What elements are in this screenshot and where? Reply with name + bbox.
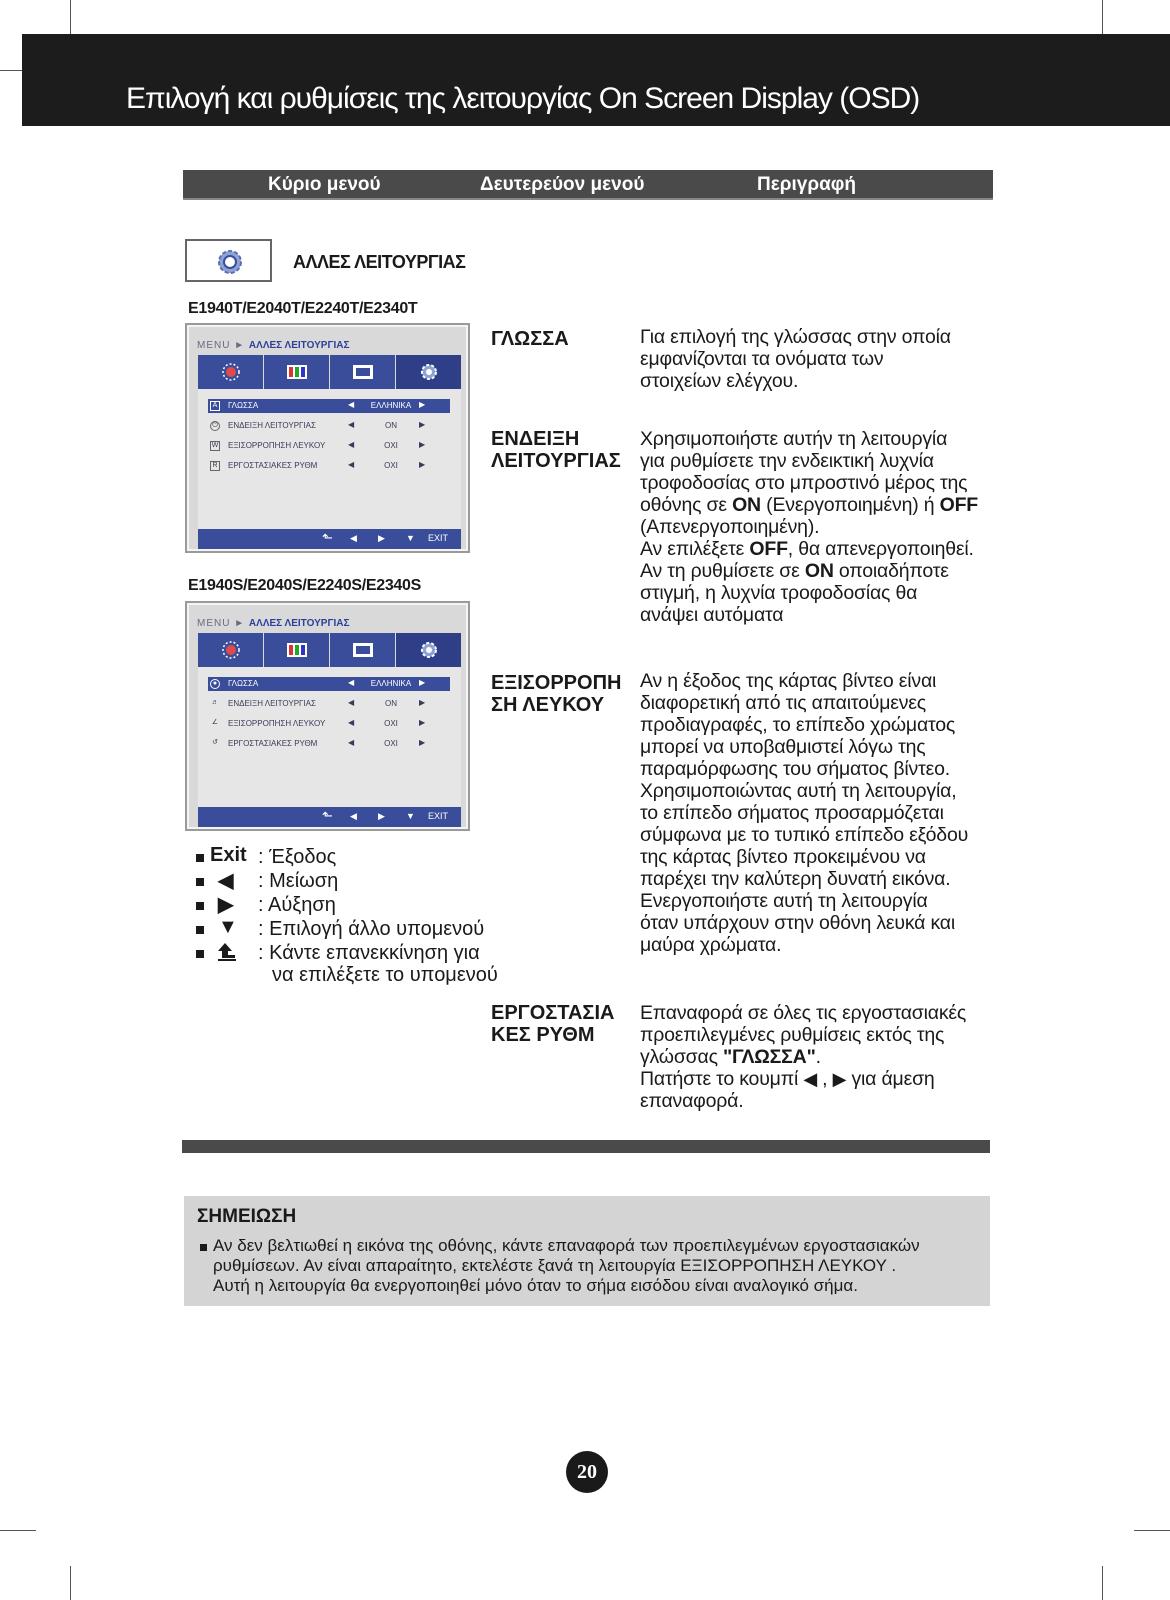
arrow-right-icon: ▶ [419,460,426,469]
osd-tabs [198,633,461,667]
arrow-right-icon: ▶ [419,698,426,707]
display-icon [330,355,396,389]
osd-bottom-bar [198,807,461,827]
reset-icon: ↺ [212,739,218,746]
crop-mark [1134,1530,1170,1531]
arrow-right-icon: ▶ [419,678,426,687]
power-icon: ⏻ [210,421,220,431]
color-bars-icon [264,633,330,667]
arrow-left-icon: ◀ [348,460,355,469]
column-sub-menu: Δευτερεύον μενού [480,174,645,195]
osd-row-factory-reset[interactable]: ↺ ΕΡΓΟΣΤΑΣΙΑΚΕΣ ΡΥΘΜ ◀ ΟΧΙ ▶ [208,737,450,751]
color-bars-icon [264,355,330,389]
osd-down-button[interactable]: ▼ [406,811,415,821]
arrow-down-icon: ▼ [218,916,238,938]
model-label-s: E1940S/E2040S/E2240S/E2340S [188,577,421,594]
osd-bottom-bar [198,529,461,549]
white-balance-icon: ∠ [211,719,219,726]
arrow-left-icon: ◀ [348,400,355,409]
legend-item-restart-cont: να επιλέξετε το υπομενού [272,964,498,986]
osd-breadcrumb: MENU ► ΑΛΛΕΣ ΛΕΙΤΟΥΡΓΙΑΣ [197,618,350,629]
return-arrow-icon [216,942,238,962]
arrow-left-icon: ◀ [348,738,355,747]
arrow-left-icon: ◀ [348,678,355,687]
section-title: ΑΛΛΕΣ ΛΕΙΤΟΥΡΓΙΑΣ [293,252,466,272]
submenu-white-balance: ΕΞΙΣΟΡΡΟΠΗ ΣΗ ΛΕΥΚΟΥ [491,672,622,716]
osd-row-power-indicator[interactable]: ♬ ΕΝΔΕΙΞΗ ΛΕΙΤΟΥΡΓΙΑΣ ◀ ON ▶ [211,698,426,708]
arrow-left-icon: ◀ [348,420,355,429]
osd-left-button[interactable]: ◀ [350,533,357,543]
osd-row-language[interactable]: A ΓΛΩΣΣΑ ◀ ΕΛΛΗΝΙΚΑ ▶ [208,399,450,413]
return-arrow-icon[interactable]: ⬑ [322,808,333,823]
column-description: Περιγραφή [757,174,856,195]
osd-row-power-indicator[interactable]: ⏻ ΕΝΔΕΙΞΗ ΛΕΙΤΟΥΡΓΙΑΣ ◀ ON ▶ [208,419,450,433]
bullet [200,1244,207,1251]
arrow-left-icon: ◀ [348,698,355,707]
section-icon-box [185,239,272,282]
osd-row-white-balance[interactable]: ∠ ΕΞΙΣΟΡΡΟΠΗΣΗ ΛΕΥΚΟΥ ◀ ΟΧΙ ▶ [211,718,426,728]
gear-icon [187,241,274,284]
arrow-left-icon: ◀ [348,440,355,449]
description-factory-reset: Επαναφορά σε όλες τις εργοστασιακές προεπιλεγμένες ρυθμίσεις εκτός της γλώσσας "ΓΛΩΣΣΑ". Πατήστε το κουμπί ◀ , ▶ για άμεση επαναφορά. [640,1002,967,1112]
gear-icon [396,355,461,389]
note-title: ΣΗΜΕΙΩΣΗ [197,1206,297,1227]
osd-list [198,389,461,529]
note-box [184,1196,990,1306]
language-icon: A [210,401,220,411]
brightness-icon [198,355,264,389]
osd-tabs [198,355,461,389]
osd-exit-button[interactable]: EXIT [428,811,449,821]
white-balance-icon: W [211,442,219,449]
submenu-power-indicator: ΕΝΔΕΙΞΗ ΛΕΙΤΟΥΡΓΙΑΣ [491,428,621,472]
osd-panel-s-series [185,601,470,831]
column-main-menu: Κύριο μενού [268,174,381,195]
reset-icon: R [210,461,220,471]
crop-mark [70,0,71,34]
osd-breadcrumb: MENU ► ΑΛΛΕΣ ΛΕΙΤΟΥΡΓΙΑΣ [197,340,350,351]
return-arrow-icon[interactable]: ⬑ [322,530,333,545]
osd-left-button[interactable]: ◀ [350,811,357,821]
arrow-right-icon: ▶ [419,400,426,409]
arrow-left-icon: ◀ [348,718,355,727]
osd-down-button[interactable]: ▼ [406,533,415,543]
globe-icon: ● [210,679,220,689]
osd-row-white-balance[interactable]: W ΕΞΙΣΟΡΡΟΠΗΣΗ ΛΕΥΚΟΥ ◀ ΟΧΙ ▶ [211,440,426,450]
arrow-right-icon: ▶ [419,738,426,747]
column-header [183,170,993,200]
crop-mark [0,1530,36,1531]
gear-icon [396,633,461,667]
crop-mark [1102,1566,1103,1600]
arrow-right-icon: ▶ [419,718,426,727]
osd-row-language[interactable]: ● ΓΛΩΣΣΑ ◀ ΕΛΛΗΝΙΚΑ ▶ [208,677,450,691]
arrow-left-icon: ◀ [803,1069,817,1089]
submenu-language: ΓΛΩΣΣΑ [491,328,569,350]
osd-panel-t-series [185,323,470,553]
display-icon [330,633,396,667]
section-divider [182,1140,990,1153]
brightness-icon [198,633,264,667]
description-white-balance: Αν η έξοδος της κάρτας βίντεο είναι διαφορετική από τις απαιτούμενες προδιαγραφές, το επίπεδο χρώματος μπορεί να υποβαθμιστεί λόγω της παραμόρφωσης του σήματος βίντεο. Χρησιμοποιώντας αυτή τη λειτουργία, το επίπεδο σήματος προσαρμόζεται σύμφωνα με το τυπικό επίπεδο εξόδου της κάρτας βίντεο προκειμένου να παρέχει την καλύτερη δυνατή εικόνα. Ενεργοποιήστε αυτή τη λειτουργία όταν υπάρχουν στην οθόνη λευκά και μαύρα χρώματα. [640,670,969,956]
osd-right-button[interactable]: ▶ [378,811,385,821]
arrow-right-icon: ▶ [419,420,426,429]
arrow-left-icon: ◀ [218,870,234,892]
osd-list [198,667,461,807]
title-bar [22,34,1170,126]
description-power-indicator: Χρησιμοποιήστε αυτήν τη λειτουργία για ρυθμίσετε την ενδεικτική λυχνία τροφοδοσίας στο μπροστινό μέρος της οθόνης σε ON (Ενεργοποιημένη) ή OFF (Απενεργοποιημένη). Αν επιλέξετε OFF, θα απενεργοποιηθεί. Αν τη ρυθμίσετε σε ON οποιαδήποτε στιγμή, η λυχνία τροφοδοσίας θα ανάψει αυτόματα [640,428,979,626]
description-language: Για επιλογή της γλώσσας στην οποία εμφανίζονται τα ονόματα των στοιχείων ελέγχου. [640,326,951,392]
arrow-right-icon: ▶ [832,1069,847,1089]
page-title: Επιλογή και ρυθμίσεις της λειτουργίας On Screen Display (OSD) [126,82,920,115]
page-number: 20 [566,1451,608,1493]
submenu-factory-reset: ΕΡΓΟΣΤΑΣΙΑ ΚΕΣ ΡΥΘΜ [491,1002,615,1046]
osd-right-button[interactable]: ▶ [378,533,385,543]
arrow-right-icon: ▶ [419,440,426,449]
osd-row-factory-reset[interactable]: R ΕΡΓΟΣΤΑΣΙΑΚΕΣ ΡΥΘΜ ◀ ΟΧΙ ▶ [208,459,450,473]
crop-mark [1102,0,1103,34]
osd-exit-button[interactable]: EXIT [428,533,449,543]
note-body: Αν δεν βελτιωθεί η εικόνα της οθόνης, κάντε επαναφορά των προεπιλεγμένων εργοστασιακών ρυθμίσεων. Αν είναι απαραίτητο, εκτελέστε ξανά τη λειτουργία ΕΞΙΣΟΡΡΟΠΗΣΗ ΛΕΥΚΟΥ . Αυτή η λειτουργία θα ενεργοποιηθεί μόνο όταν το σήμα εισόδου είναι αναλογικό σήμα. [213,1236,920,1295]
bell-icon: ♬ [211,699,219,706]
crop-mark [70,1566,71,1600]
crop-mark [0,70,22,71]
model-label-t: E1940T/E2040T/E2240T/E2340T [188,300,418,317]
arrow-right-icon: ▶ [218,894,234,916]
